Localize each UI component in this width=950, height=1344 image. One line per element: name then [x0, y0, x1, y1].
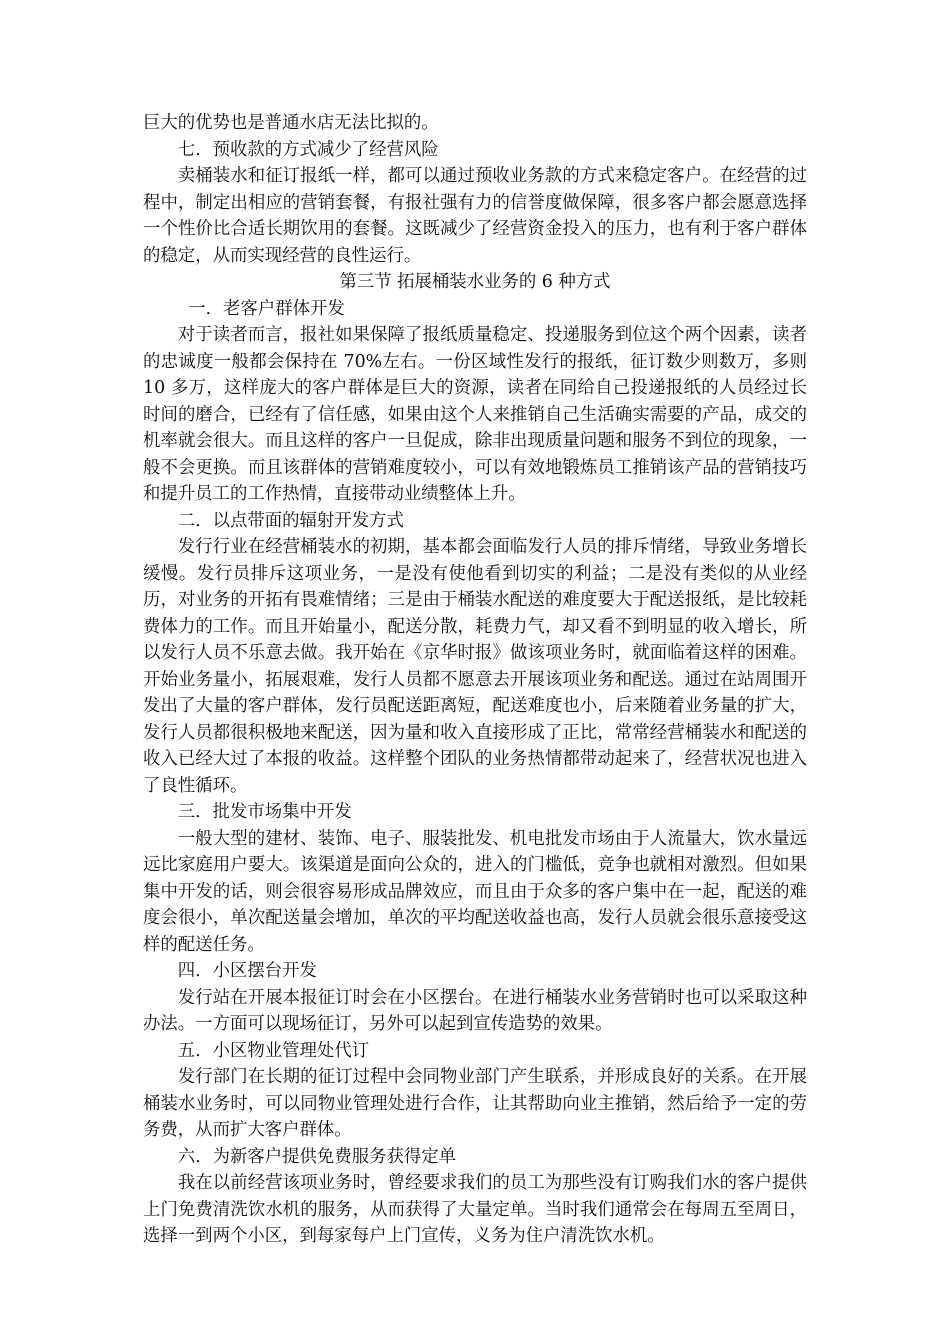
heading-two: 二．以点带面的辐射开发方式: [177, 510, 404, 531]
paragraph-prepayment: 卖桶装水和征订报纸一样，都可以通过预收业务款的方式来稳定客户。在经营的过程中，制定出相应的营销套餐，有报社强有力的信誉度做保障，很多客户都会愿意选择一个性价比合适长期饮用的套餐。这既减少了经营资金投入的压力，也有利于客户群体的稳定，从而实现经营的良性运行。: [143, 166, 807, 266]
heading-seven: 七．预收款的方式减少了经营风险: [177, 139, 439, 160]
paragraph-wholesale: 一般大型的建材、装饰、电子、服装批发、机电批发市场由于人流量大，饮水量远远比家庭用户要大。该渠道是面向公众的，进入的门槛低，竞争也就相对激烈。但如果集中开发的话，则会很容易形成品牌效应，而且由于众多的客户集中在一起，配送的难度会很小，单次配送量会增加，单次的平均配送收益也高，发行人员就会很乐意接受这样的配送任务。: [143, 828, 807, 955]
heading-three: 三．批发市场集中开发: [177, 802, 352, 822]
paragraph-property: 发行部门在长期的征订过程中会同物业部门产生联系，并形成良好的关系。在开展桶装水业务时，可以同物业管理处进行合作，让其帮助向业主推销，然后给予一定的劳务费，从而扩大客户群体。: [143, 1067, 807, 1140]
heading-six: 六．为新客户提供免费服务获得定单: [177, 1146, 457, 1167]
document-page: [143, 110, 807, 1250]
paragraph-free-service: 我在以前经营该项业务时，曾经要求我们的员工为那些没有订购我们水的客户提供上门免费清洗饮水机的服务，从而获得了大量定单。当时我们通常会在每周五至周日，选择一到两个小区，到每家每户上门宣传，义务为住户清洗饮水机。: [143, 1173, 807, 1246]
heading-four: 四．小区摆台开发: [177, 961, 317, 981]
section-title: 第三节 拓展桶装水业务的 6 种方式: [339, 272, 611, 292]
paragraph-booth: 发行站在开展本报征订时会在小区摆台。在进行桶装水业务营销时也可以采取这种办法。一方面可以现场征订，另外可以起到宣传造势的效果。: [143, 987, 807, 1034]
paragraph-old-customers: 对于读者而言，报社如果保障了报纸质量稳定、投递服务到位这个两个因素，读者的忠诚度一般都会保持在 70%左右。一份区域性发行的报纸，征订数少则数万，多则 10 多万，这样庞大的客户群体是巨大的资源，读者在同给自己投递报纸的人员经过长时间的磨合，已经有了信任感，如果由这个人来推销自己生活确实需要的产品，成交的机率就会很大。而且这样的客户一旦促成，除非出现质量问题和服务不到位的现象，一般不会更换。而且该群体的营销难度较小，可以有效地锻炼员工推销该产品的营销技巧和提升员工的工作热情，直接带动业绩整体上升。: [143, 325, 807, 504]
heading-five: 五．小区物业管理处代订: [177, 1040, 370, 1061]
paragraph-continuation: 巨大的优势也是普通水店无法比拟的。: [143, 113, 439, 133]
paragraph-radiation: 发行行业在经营桶装水的初期，基本都会面临发行人员的排斥情绪，导致业务增长缓慢。发行员排斥这项业务，一是没有使他看到切实的利益；二是没有类似的从业经历，对业务的开拓有畏难情绪；三是由于桶装水配送的难度要大于配送报纸，是比较耗费体力的工作。而且开始量小，配送分散，耗费力气，却又看不到明显的收入增长，所以发行人员不乐意去做。我开始在《京华时报》做该项业务时，就面临着这样的困难。开始业务量小，拓展艰难，发行人员都不愿意去开展该项业务和配送。通过在站周围开发出了大量的客户群体，发行员配送距离短，配送难度也小，后来随着业务量的扩大，发行人员都很积极地来配送，因为量和收入直接形成了正比，常常经营桶装水和配送的收入已经大过了本报的收益。这样整个团队的业务热情都带动起来了，经营状况也进入了良性循环。: [143, 537, 807, 796]
heading-one: 一．老客户群体开发: [188, 298, 345, 319]
